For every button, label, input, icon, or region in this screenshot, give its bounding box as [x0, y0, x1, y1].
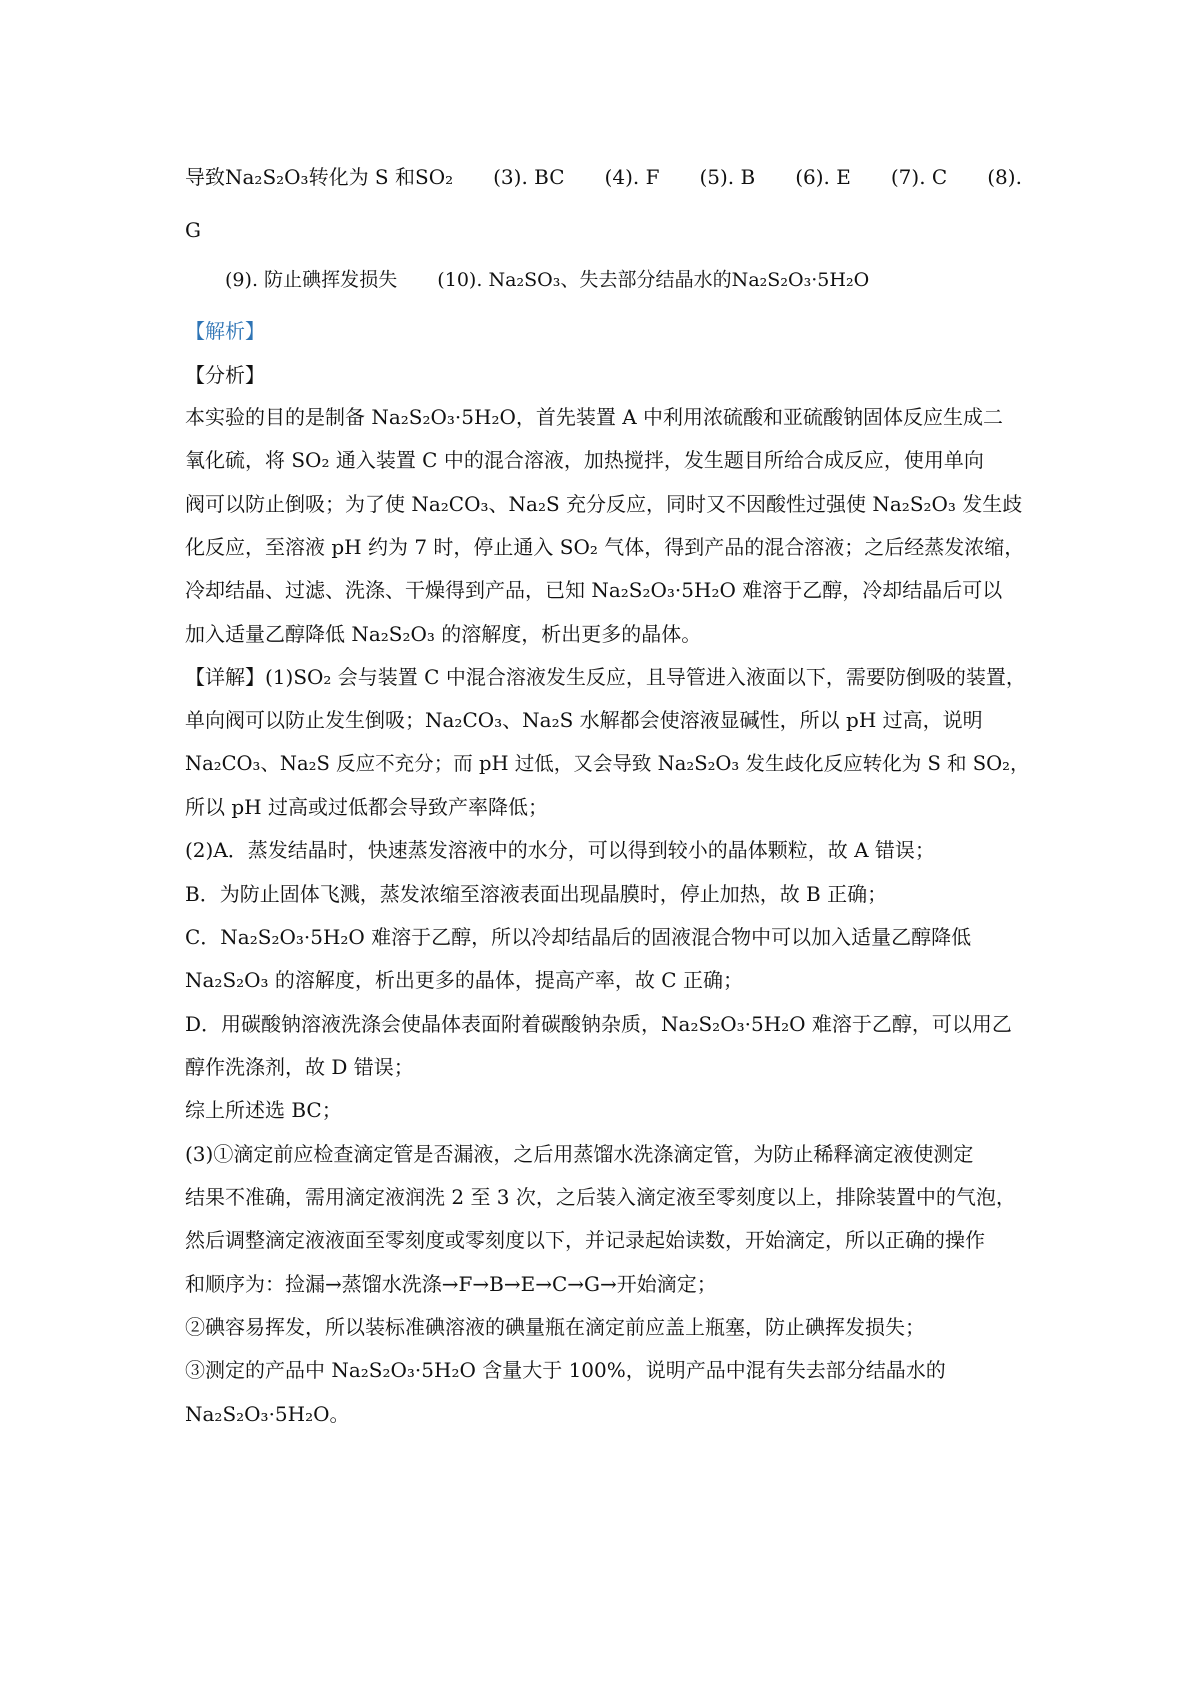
detail-line: ②碘容易挥发，所以装标准碘溶液的碘量瓶在滴定前应盖上瓶塞，防止碘挥发损失； — [185, 1315, 925, 1339]
fenxi-header: 【分析】 — [185, 363, 265, 387]
detail-line: 和顺序为：捡漏→蒸馏水洗涤→F→B→E→C→G→开始滴定； — [185, 1272, 717, 1296]
detail-line: ③测定的产品中 Na₂S₂O₃·5H₂O 含量大于 100%，说明产品中混有失去部分结晶水的 — [185, 1358, 946, 1382]
detail-line: Na₂S₂O₃ 的溶解度，析出更多的晶体，提高产率，故 C 正确； — [185, 968, 743, 992]
answer-line-1 — [185, 162, 1030, 192]
answer-text: 导致 — [185, 165, 225, 189]
answer-text: 、失去部分结晶水的 — [560, 269, 732, 291]
answer-item: (5). B — [699, 165, 756, 189]
detail-line: 综上所述选 BC； — [185, 1098, 342, 1122]
answer-item: (8). — [987, 165, 1022, 189]
detail-line: 结果不准确，需用滴定液润洗 2 至 3 次，之后装入滴定液至零刻度以上，排除装置中的气泡， — [185, 1185, 1016, 1209]
answer-item: (6). E — [795, 165, 851, 189]
detail-line: (2)A．蒸发结晶时，快速蒸发溶液中的水分，可以得到较小的晶体颗粒，故 A 错误； — [185, 838, 935, 862]
detail-line: 单向阀可以防止发生倒吸；Na₂CO₃、Na₂S 水解都会使溶液显碱性，所以 pH 过高，说明 — [185, 708, 983, 732]
formula: SO₂ — [415, 165, 454, 189]
detail-line: C．Na₂S₂O₃·5H₂O 难溶于乙醇，所以冷却结晶后的固液混合物中可以加入适量乙醇降低 — [185, 925, 972, 949]
answer-text: 转化为 S 和 — [308, 165, 415, 189]
answer-item: (9). 防止碘挥发损失 — [225, 269, 398, 291]
detail-line: B．为防止固体飞溅，蒸发浓缩至溶液表面出现晶膜时，停止加热，故 B 正确； — [185, 882, 888, 906]
answer-line-3 — [225, 265, 1070, 295]
detail-line: 【详解】(1)SO₂ 会与装置 C 中混合溶液发生反应，且导管进入液面以下，需要防倒吸的装置， — [185, 665, 1026, 689]
answer-line-2: G — [185, 218, 201, 242]
answer-item: (10). — [437, 269, 483, 291]
detail-line: (3)①滴定前应检查滴定管是否漏液，之后用蒸馏水洗涤滴定管，为防止稀释滴定液使测定 — [185, 1142, 974, 1166]
detail-line: Na₂CO₃、Na₂S 反应不充分；而 pH 过低，又会导致 Na₂S₂O₃ 发生歧化反应转化为 S 和 SO₂， — [185, 752, 1030, 775]
detail-line: 然后调整滴定液液面至零刻度或零刻度以下，并记录起始读数，开始滴定，所以正确的操作 — [185, 1228, 985, 1252]
detail-line: Na₂S₂O₃·5H₂O。 — [185, 1402, 350, 1426]
formula: Na₂SO₃ — [488, 269, 561, 291]
fenxi-line: 阀可以防止倒吸；为了使 Na₂CO₃、Na₂S 充分反应，同时又不因酸性过强使 Na₂S₂O₃ 发生歧 — [185, 492, 1023, 516]
detail-line: 所以 pH 过高或过低都会导致产率降低； — [185, 795, 548, 819]
detail-line: 醇作洗涤剂，故 D 错误； — [185, 1055, 414, 1079]
fenxi-line: 本实验的目的是制备 Na₂S₂O₃·5H₂O，首先装置 A 中利用浓硫酸和亚硫酸钠固体反应生成二 — [185, 405, 1004, 429]
detail-line: D．用碳酸钠溶液洗涤会使晶体表面附着碳酸钠杂质，Na₂S₂O₃·5H₂O 难溶于乙醇，可以用乙 — [185, 1012, 1012, 1036]
fenxi-line: 化反应，至溶液 pH 约为 7 时，停止通入 SO₂ 气体，得到产品的混合溶液；之后经蒸发浓缩， — [185, 535, 1025, 559]
analysis-header: 【解析】 — [185, 319, 265, 343]
fenxi-line: 氧化硫，将 SO₂ 通入装置 C 中的混合溶液，加热搅拌，发生题目所给合成反应，使用单向 — [185, 448, 984, 472]
answer-item: (4). F — [604, 165, 660, 189]
answer-item: (3). BC — [493, 165, 565, 189]
formula: Na₂S₂O₃ — [225, 165, 309, 189]
answer-item: (7). C — [890, 165, 948, 189]
formula: Na₂S₂O₃·5H₂O — [731, 269, 870, 291]
fenxi-line: 冷却结晶、过滤、洗涤、干燥得到产品，已知 Na₂S₂O₃·5H₂O 难溶于乙醇，冷却结晶后可以 — [185, 578, 1003, 602]
fenxi-line: 加入适量乙醇降低 Na₂S₂O₃ 的溶解度，析出更多的晶体。 — [185, 622, 702, 646]
